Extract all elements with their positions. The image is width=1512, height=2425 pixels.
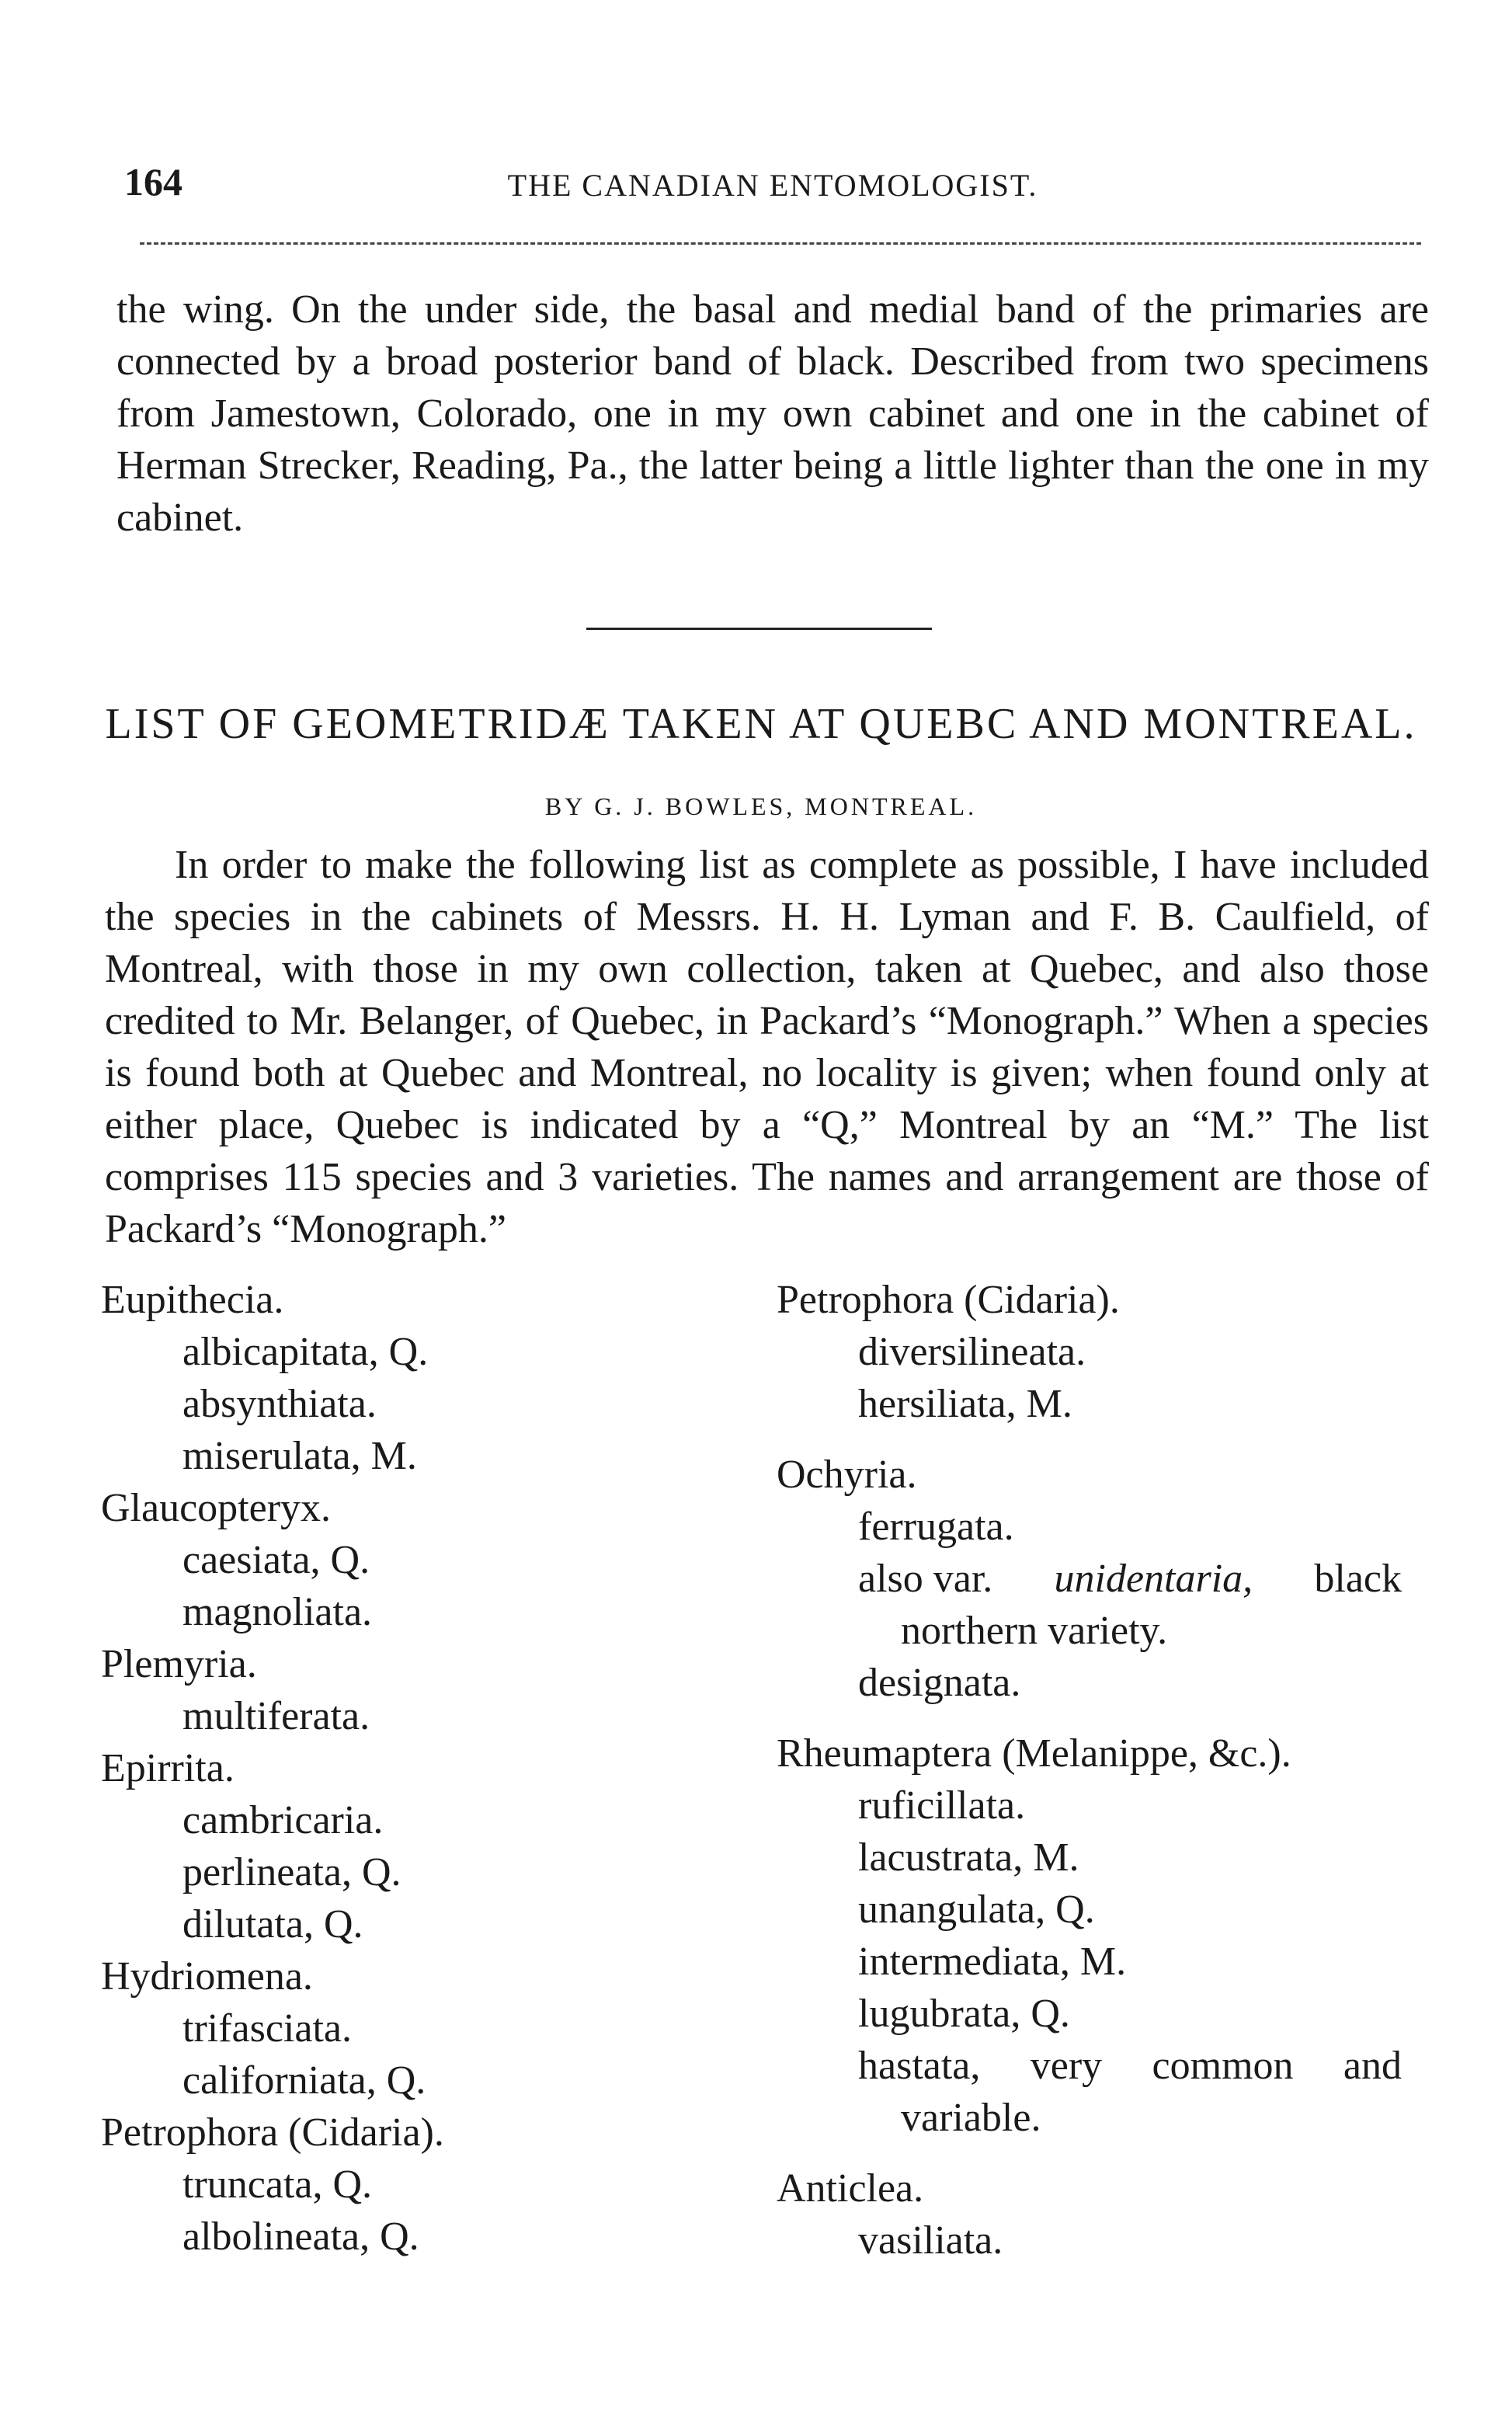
page-number: 164 bbox=[124, 160, 182, 204]
article-title: LIST OF GEOMETRIDÆ TAKEN AT QUEBC AND MONTREAL. bbox=[105, 700, 1417, 748]
species-name: ruficillata. bbox=[858, 1783, 1026, 1828]
hastata-note bbox=[858, 2040, 1421, 2144]
genus-group bbox=[101, 1950, 800, 2107]
section-divider bbox=[586, 628, 932, 630]
species-name: lacustrata, M. bbox=[858, 1835, 1079, 1880]
species-list-right bbox=[777, 1274, 1421, 2267]
species-name: multiferata. bbox=[182, 1694, 370, 1738]
species-name: caesiata, Q. bbox=[182, 1538, 370, 1582]
header-rule bbox=[140, 242, 1421, 245]
species-name: designata. bbox=[858, 1661, 1021, 1705]
genus-name: Eupithecia. bbox=[101, 1278, 284, 1322]
species-name: hersiliata, M. bbox=[858, 1382, 1072, 1426]
species-name: ferrugata. bbox=[858, 1505, 1014, 1549]
species-list-left bbox=[101, 1274, 800, 2263]
variety-prefix: also var. bbox=[858, 1557, 993, 1601]
species-name: unangulata, Q. bbox=[858, 1887, 1095, 1932]
genus-group bbox=[777, 1449, 1421, 1709]
genus-name: Petrophora (Cidaria). bbox=[777, 1278, 1120, 1322]
genus-name: Epirrita. bbox=[101, 1746, 235, 1790]
species-name: vasiliata. bbox=[858, 2218, 1003, 2263]
species-name: perlineata, Q. bbox=[182, 1850, 401, 1894]
continuation-paragraph bbox=[116, 284, 1429, 544]
genus-group bbox=[777, 1727, 1421, 2144]
species-name: albicapitata, Q. bbox=[182, 1330, 429, 1374]
genus-group bbox=[101, 1482, 800, 1638]
species-name: albolineata, Q. bbox=[182, 2215, 419, 2259]
genus-name: Ochyria. bbox=[777, 1453, 917, 1497]
continuation-text: the wing. On the under side, the basal and medial band of the primaries are connected by a broad posterior band of black. Described from two specimens from Jamestown, Colorado, one in my own cabinet and one in the cabinet of Herman Strecker, Reading, Pa., the latter being a little lighter than the one in my cabinet. bbox=[116, 287, 1429, 540]
running-title: THE CANADIAN ENTOMOLOGIST. bbox=[507, 168, 1038, 203]
hastata-line: hastata, very common and bbox=[858, 2044, 1402, 2088]
genus-group bbox=[777, 2162, 1421, 2267]
genus-group bbox=[101, 1638, 800, 1742]
variety-note bbox=[858, 1553, 1421, 1657]
genus-group bbox=[101, 2107, 800, 2263]
genus-name: Hydriomena. bbox=[101, 1954, 313, 1999]
species-name: miserulata, M. bbox=[182, 1434, 417, 1478]
species-name: dilutata, Q. bbox=[182, 1902, 363, 1947]
genus-name: Anticlea. bbox=[777, 2166, 924, 2211]
variety-name: unidentaria, bbox=[1054, 1557, 1253, 1601]
variety-note-continuation: northern variety. bbox=[901, 1609, 1168, 1653]
genus-name: Petrophora (Cidaria). bbox=[101, 2110, 444, 2155]
hastata-continuation: variable. bbox=[901, 2096, 1041, 2140]
article-byline: BY G. J. BOWLES, MONTREAL. bbox=[544, 792, 978, 820]
intro-paragraph bbox=[105, 839, 1429, 1255]
species-name: californiata, Q. bbox=[182, 2058, 426, 2103]
genus-name: Plemyria. bbox=[101, 1642, 257, 1686]
genus-group bbox=[101, 1742, 800, 1950]
genus-group bbox=[777, 1274, 1421, 1430]
genus-name: Rheumaptera (Melanippe, &c.). bbox=[777, 1731, 1291, 1776]
genus-name: Glaucopteryx. bbox=[101, 1486, 332, 1530]
species-name: magnoliata. bbox=[182, 1590, 373, 1634]
species-name: trifasciata. bbox=[182, 2006, 352, 2051]
variety-suffix: black bbox=[1314, 1557, 1402, 1601]
species-name: absynthiata. bbox=[182, 1382, 377, 1426]
species-name: diversilineata. bbox=[858, 1330, 1086, 1374]
species-name: intermediata, M. bbox=[858, 1940, 1127, 1984]
species-name: cambricaria. bbox=[182, 1798, 384, 1842]
species-name: lugubrata, Q. bbox=[858, 1992, 1070, 2036]
species-name: truncata, Q. bbox=[182, 2162, 373, 2207]
intro-text: In order to make the following list as complete as possible, I have included the species in the cabinets of Messrs. H. H. Lyman and F. B. Caulfield, of Montreal, with those in my own collection, taken at Quebec, and also those credited to Mr. Belanger, of Quebec, in Packard’s “Monograph.” When a species is found both at Quebec and Montreal, no locality is given; when found only at either place, Quebec is indicated by a “Q,” Montreal by an “M.” The list comprises 115 species and 3 varieties. The names and arrangement are those of Packard’s “Monograph.” bbox=[105, 843, 1429, 1251]
page-header bbox=[124, 159, 1421, 214]
genus-group bbox=[101, 1274, 800, 1482]
